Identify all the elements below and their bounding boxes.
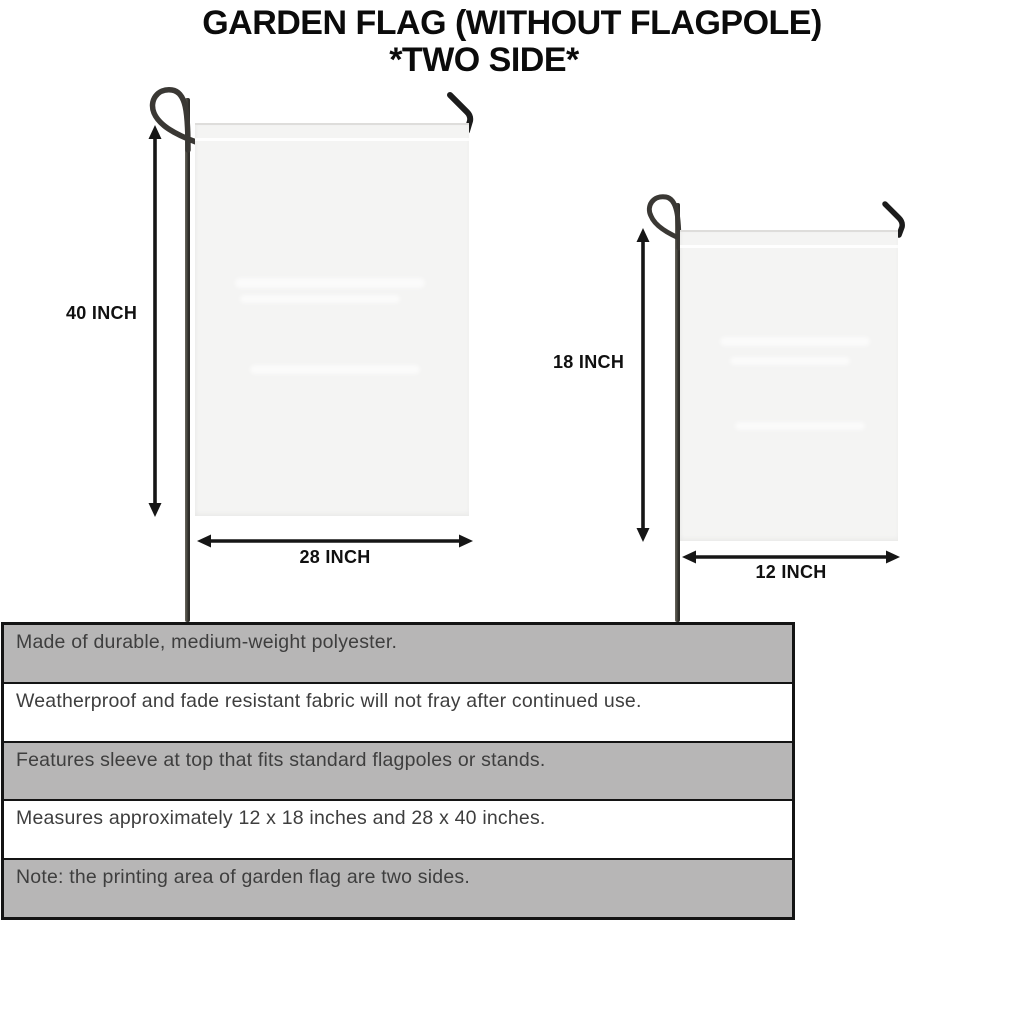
flag-watermark-streak (720, 337, 870, 346)
flag-watermark-streak (735, 422, 865, 430)
page-title-line1: GARDEN FLAG (WITHOUT FLAGPOLE) (202, 4, 822, 42)
feature-table (1, 622, 795, 920)
feature-row: Note: the printing area of garden flag are two sides. (4, 860, 792, 917)
height-arrow-large (147, 125, 163, 517)
page-title (0, 4, 1024, 79)
arrow-head-down (637, 528, 650, 542)
large-flag-height-label: 40 INCH (66, 303, 138, 323)
arrow-head-up (149, 125, 162, 139)
flag-sleeve-seam (195, 138, 469, 141)
flag-watermark-streak (730, 357, 850, 365)
feature-row: Measures approximately 12 x 18 inches and 28 x 40 inches. (4, 801, 792, 860)
arrow-head-left (197, 535, 211, 548)
height-arrow-small (635, 228, 651, 542)
flag-sleeve-seam (680, 245, 898, 248)
page-title-line2: *TWO SIDE* (389, 41, 579, 80)
arrow-head-right (459, 535, 473, 548)
flag-watermark-streak (250, 365, 420, 374)
flagpole-rod-large (185, 98, 190, 622)
arrow-head-up (637, 228, 650, 242)
feature-row: Made of durable, medium-weight polyester. (4, 625, 792, 684)
large-flag-width-label: 28 INCH (299, 547, 371, 567)
small-flag-height-label: 18 INCH (553, 352, 625, 372)
small-flag-width-label: 12 INCH (755, 562, 827, 582)
flag-watermark-streak (240, 295, 400, 303)
feature-row: Weatherproof and fade resistant fabric will not fray after continued use. (4, 684, 792, 743)
flag-watermark-streak (235, 278, 425, 288)
small-flag-canvas (680, 230, 898, 541)
large-flag-canvas (195, 123, 469, 516)
arrow-head-down (149, 503, 162, 517)
feature-row: Features sleeve at top that fits standard flagpoles or stands. (4, 743, 792, 802)
